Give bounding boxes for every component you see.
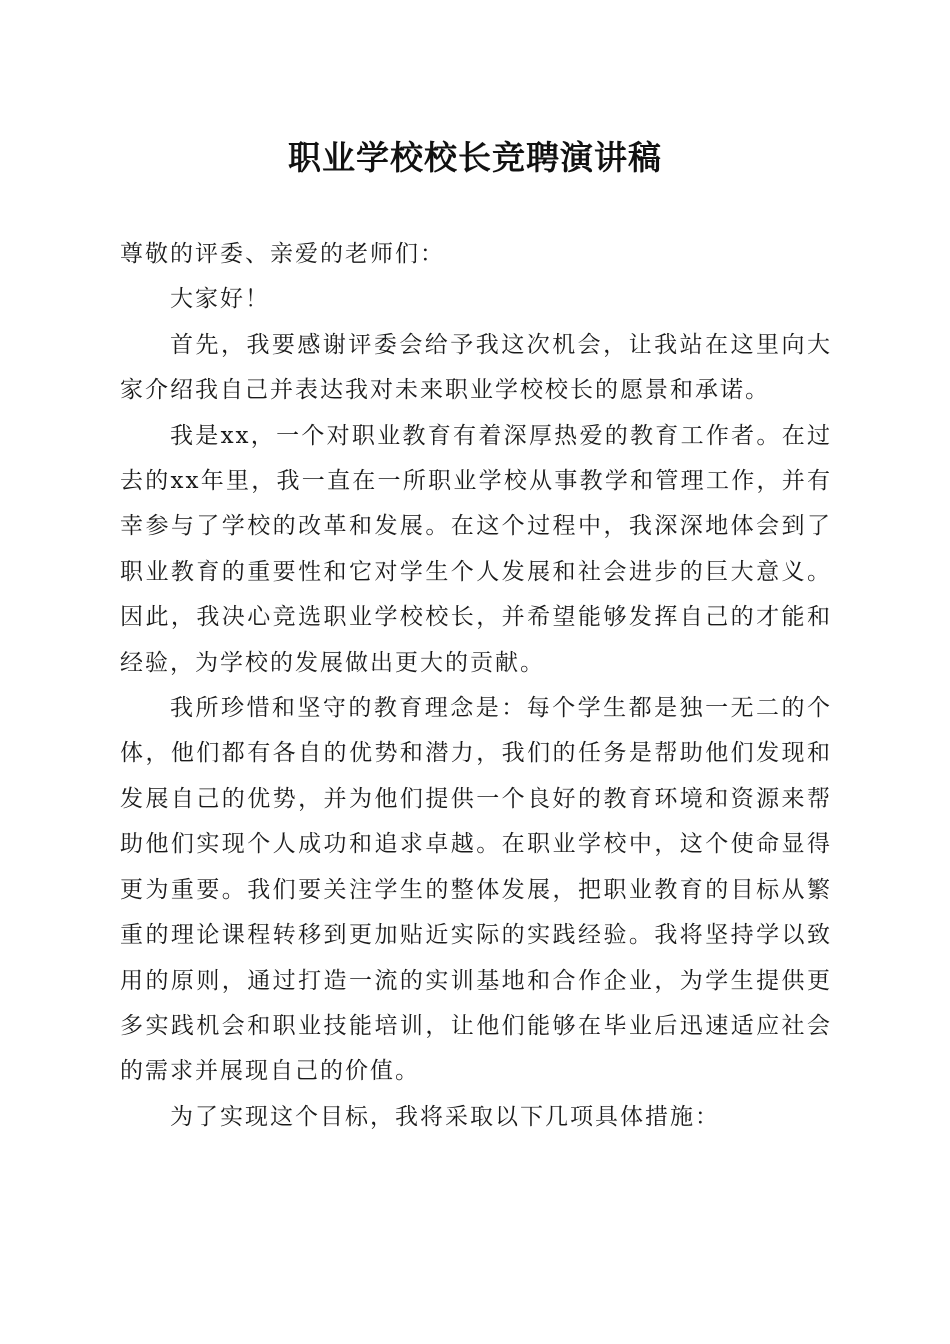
document-body [120, 232, 832, 1140]
paragraph-greeting: 大家好！ [170, 286, 270, 313]
paragraph-thanks: 首先，我要感谢评委会给予我这次机会，让我站在这里向大家介绍我自己并表达我对未来职业学校校长的愿景和承诺。 [120, 331, 832, 404]
document-title: 职业学校校长竞聘演讲稿 [288, 138, 662, 177]
paragraph-measures-intro: 为了实现这个目标，我将采取以下几项具体措施： [170, 1103, 720, 1130]
paragraph-education-philosophy: 我所珍惜和坚守的教育理念是：每个学生都是独一无二的个体，他们都有各自的优势和潜力，我们的任务是帮助他们发现和发展自己的优势，并为他们提供一个良好的教育环境和资源来帮助他们实现个人成功和追求卓越。在职业学校中，这个使命显得更为重要。我们要关注学生的整体发展，把职业教育的目标从繁重的理论课程转移到更加贴近实际的实践经验。我将坚持学以致用的原则，通过打造一流的实训基地和合作企业，为学生提供更多实践机会和职业技能培训，让他们能够在毕业后迅速适应社会的需求并展现自己的价值。 [120, 695, 832, 1085]
salutation: 尊敬的评委、亲爱的老师们： [120, 241, 445, 267]
paragraph-self-introduction: 我是xx，一个对职业教育有着深厚热爱的教育工作者。在过去的xx年里，我一直在一所职业学校从事教学和管理工作，并有幸参与了学校的改革和发展。在这个过程中，我深深地体会到了职业教育的重要性和它对学生个人发展和社会进步的巨大意义。因此，我决心竞选职业学校校长，并希望能够发挥自己的才能和经验，为学校的发展做出更大的贡献。 [120, 422, 832, 676]
